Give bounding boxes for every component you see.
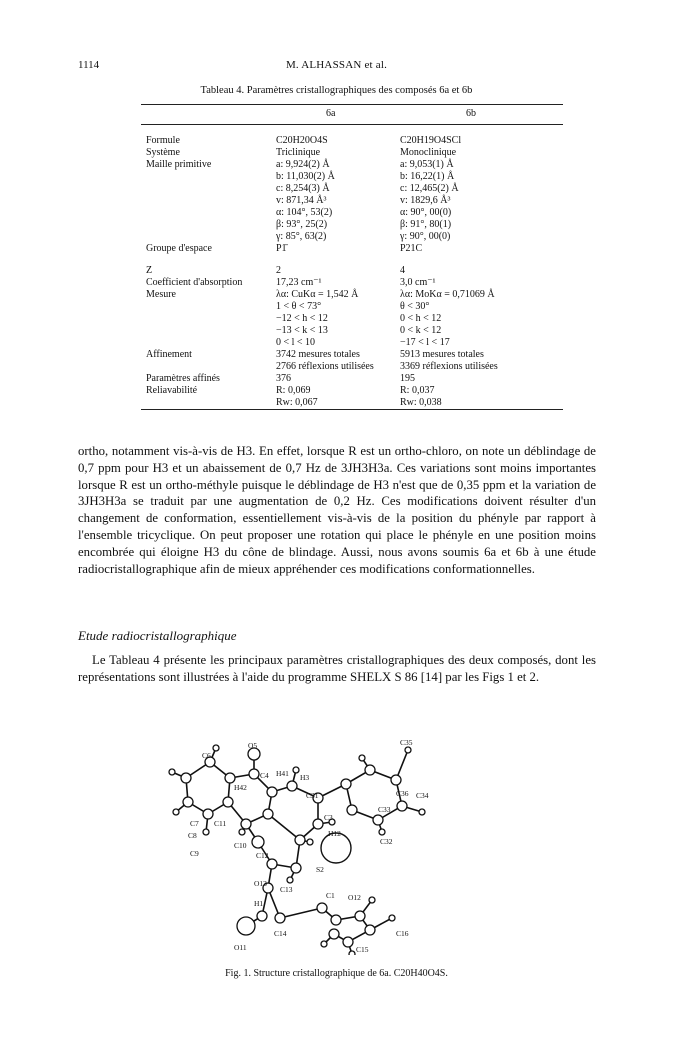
table-cell-b: 3369 réflexions utilisées — [400, 361, 498, 372]
running-head: M. ALHASSAN et al. — [285, 59, 388, 71]
table-cell-label: Z — [146, 265, 153, 276]
table-cell-a: −12 < h < 12 — [276, 313, 328, 324]
table-cell-b: Monoclinique — [400, 147, 457, 158]
table-cell-a: γ: 85°, 63(2) — [276, 231, 327, 242]
paragraph-1: ortho, notamment vis-à-vis de H3. En effet, lorsque R est un ortho-chloro, on note un déblindage de 0,7 ppm pour H3 et un abaissement de 0,7 Hz de 3JH3H3a. Ces variations sont moins importantes lorsque R est un ortho-méthyle puisque le déblindage de H3 n'est que de 0,35 ppm et la variation de 3JH3H3a se traduit par une augmentation de 0,2 Hz. Ces modifications doivent résulter d'un changement de conformation, essentiellement vis-à-vis de la position du phényle par rapport à l'ensemble tricyclique. On peut proposer une rotation qui place le phényle en une position moins encombrée qui éloigne H3 du cône de blindage. Aussi, nous avons soumis 6a et 6b à une étude radiocristallographique afin de mieux appréhender ces modifications conformationnelles. — [78, 444, 596, 576]
atom-label: C12 — [256, 851, 269, 860]
atom-label: O12 — [348, 893, 361, 902]
table-bottom-rule — [141, 409, 563, 410]
table-cell-b: a: 9,053(1) Å — [400, 159, 454, 170]
atom-label: C8 — [188, 831, 197, 840]
atom-label: C31 — [306, 791, 319, 800]
table-cell-label: Reliavabilité — [146, 385, 198, 396]
table-cell-b: R: 0,037 — [400, 385, 435, 396]
table-cell-b: 0 < k < 12 — [400, 325, 442, 336]
table-caption: Tableau 4. Paramètres cristallographiques des composés 6a et 6b — [200, 85, 473, 96]
table-cell-label: Système — [146, 147, 180, 158]
table-cell-a: −13 < k < 13 — [276, 325, 328, 336]
atom-label: C16 — [396, 929, 409, 938]
table-cell-b: 5913 mesures totales — [400, 349, 484, 360]
table-cell-a: 0 < l < 10 — [276, 337, 316, 348]
atom-label: H41 — [276, 769, 289, 778]
table-head-rule — [141, 124, 563, 125]
atom-label: C3 — [324, 813, 333, 822]
atom-label: C32 — [380, 837, 393, 846]
table-cell-label: Affinement — [146, 349, 192, 360]
atom-label: C1 — [326, 891, 335, 900]
table-cell-b: v: 1829,6 Å³ — [400, 195, 451, 206]
table-cell-b: γ: 90°, 00(0) — [400, 231, 451, 242]
table-top-rule — [141, 104, 563, 105]
atom-label: H12 — [328, 829, 341, 838]
atom-label: C33 — [378, 805, 391, 814]
table-cell-a: α: 104°, 53(2) — [276, 207, 333, 218]
table-cell-a: 2 — [276, 265, 281, 276]
table-cell-b: λα: MoKα = 0,71069 Å — [400, 289, 495, 300]
atom-label: S2 — [316, 865, 324, 874]
atom-label: C11 — [214, 819, 227, 828]
table-cell-b: −17 < l < 17 — [400, 337, 450, 348]
table-cell-label: Coefficient d'absorption — [146, 277, 243, 288]
table-cell-b: P21C — [400, 243, 423, 254]
table-cell-a: Rw: 0,067 — [276, 397, 318, 408]
table-cell-a: 376 — [276, 373, 291, 384]
table-cell-a: v: 871,34 Å³ — [276, 195, 327, 206]
atom-label: O11 — [234, 943, 247, 952]
table-cell-b: 0 < h < 12 — [400, 313, 442, 324]
atom-label: O5 — [248, 741, 258, 750]
table-cell-b: c: 12,465(2) Å — [400, 183, 459, 194]
atom-label: C34 — [416, 791, 429, 800]
table-cell-b: 195 — [400, 373, 415, 384]
table-cell-a: λα: CuKα = 1,542 Å — [276, 289, 359, 300]
atom-label: C7 — [190, 819, 199, 828]
table-head-6b: 6b — [466, 108, 476, 119]
table-cell-a: b: 11,030(2) Å — [276, 171, 335, 182]
table-cell-label: Groupe d'espace — [146, 243, 212, 254]
table-cell-label: Mesure — [146, 289, 176, 300]
section-title: Etude radiocristallographique — [78, 628, 237, 643]
table-cell-b: C20H19O4SCl — [400, 135, 462, 146]
table-cell-a: 1 < θ < 73° — [276, 301, 322, 312]
table-cell-a: 3742 mesures totales — [276, 349, 360, 360]
atom-label: C35 — [400, 740, 413, 747]
atom-label: H3 — [300, 773, 310, 782]
table-cell-a: c: 8,254(3) Å — [276, 183, 330, 194]
table-cell-a: β: 93°, 25(2) — [276, 219, 328, 230]
table-cell-a: R: 0,069 — [276, 385, 311, 396]
table-cell-b: 4 — [400, 265, 405, 276]
atom-label: H1 — [254, 899, 264, 908]
atom-label: H42 — [234, 783, 247, 792]
atom-label: C14 — [274, 929, 287, 938]
table-cell-b: b: 16,22(1) Å — [400, 171, 455, 182]
atom-label: C10 — [234, 841, 247, 850]
table-cell-label: Paramètres affinés — [146, 373, 220, 384]
table-cell-b: θ < 30° — [400, 301, 430, 312]
atom-label: C9 — [190, 849, 199, 858]
atom-label: C4 — [260, 771, 269, 780]
paragraph-2: Le Tableau 4 présente les principaux paramètres cristallographiques des deux composés, dont les représentations sont illustrées à l'aide du programme SHELX S 86 [14] par les Figs 1 et 2. — [78, 653, 596, 684]
table-cell-label: Maille primitive — [146, 159, 212, 170]
table-cell-a: a: 9,924(2) Å — [276, 159, 330, 170]
table-cell-b: α: 90°, 00(0) — [400, 207, 452, 218]
atom-label: C36 — [396, 789, 409, 798]
table-head-6a: 6a — [326, 108, 336, 119]
table-cell-b: 3,0 cm⁻¹ — [400, 277, 436, 288]
table-cell-b: β: 91°, 80(1) — [400, 219, 452, 230]
atom-label: C6 — [202, 751, 211, 760]
table-cell-b: Rw: 0,038 — [400, 397, 442, 408]
crystal-structure-figure — [150, 740, 490, 955]
table-cell-a: 2766 réflexions utilisées — [276, 361, 374, 372]
table-cell-a: C20H20O4S — [276, 135, 328, 146]
table-cell-a: P1̄ — [276, 243, 287, 254]
atom-label: O13 — [254, 879, 267, 888]
table-cell-label: Formule — [146, 135, 180, 146]
table-cell-a: 17,23 cm⁻¹ — [276, 277, 322, 288]
page-number: 1114 — [78, 59, 100, 71]
figure-caption: Fig. 1. Structure cristallographique de 6a. C20H40O4S. — [225, 968, 448, 979]
atom-label: C13 — [280, 885, 293, 894]
atom-label: C15 — [356, 945, 369, 954]
table-cell-a: Triclinique — [276, 147, 321, 158]
